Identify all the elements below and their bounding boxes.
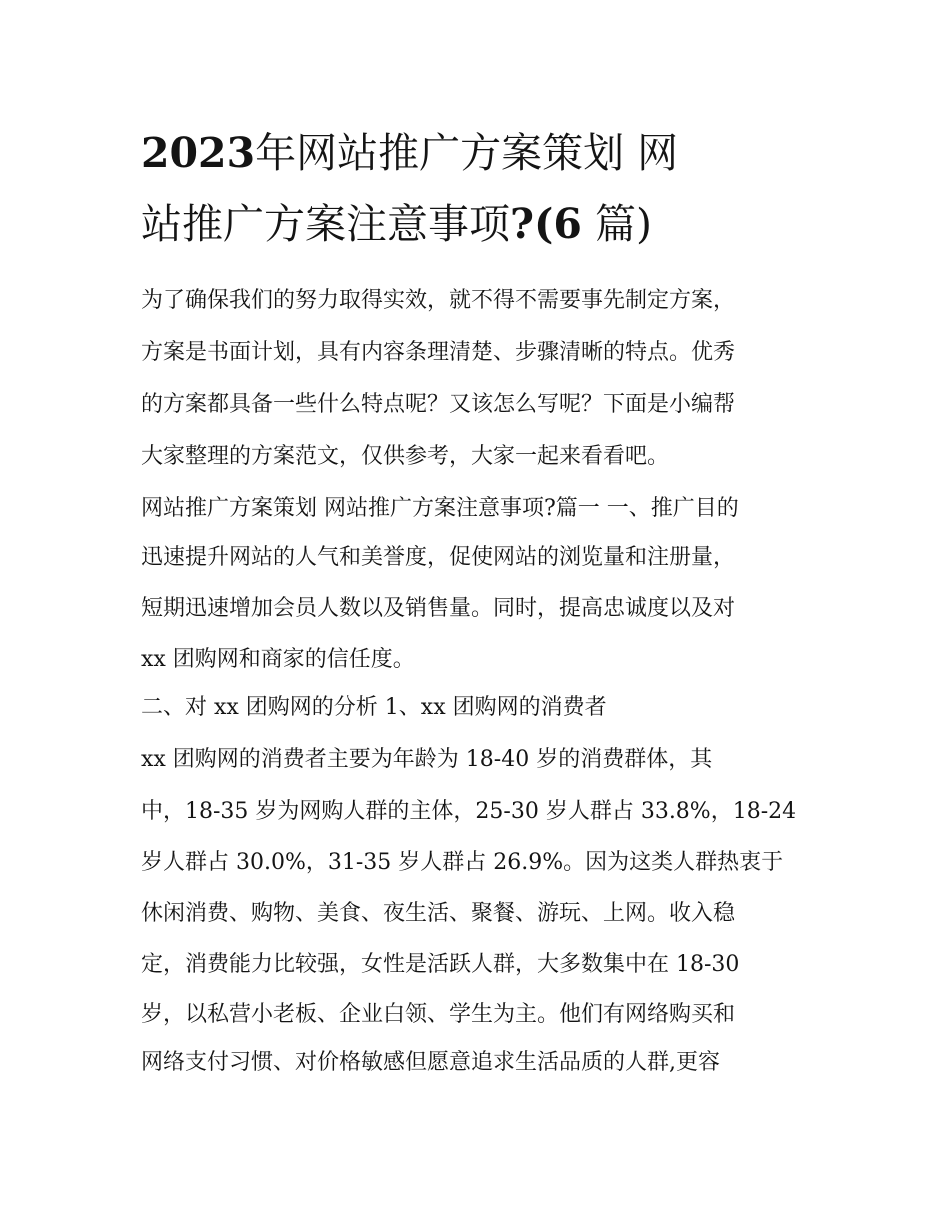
paragraph-line: 方案是书面计划，具有内容条理清楚、步骤清晰的特点。优秀	[141, 340, 736, 365]
paragraph-line: 二、对 xx 团购网的分析 1、xx 团购网的消费者	[141, 695, 607, 720]
title-year: 2023	[141, 129, 256, 177]
title-line2-suffix: 篇)	[595, 200, 652, 248]
title-line2-text: 站推广方案注意事项	[141, 200, 510, 248]
paragraph-line: xx 团购网和商家的信任度。	[141, 647, 415, 672]
paragraph-line: 岁，以私营小老板、企业白领、学生为主。他们有网络购买和	[141, 1002, 736, 1027]
paragraph-line: 迅速提升网站的人气和美誉度，促使网站的浏览量和注册量，	[141, 545, 736, 570]
paragraph-line: 岁人群占 30.0%，31-35 岁人群占 26.9%。因为这类人群热衷于	[141, 850, 784, 875]
paragraph-line: 为了确保我们的努力取得实效，就不得不需要事先制定方案，	[141, 288, 736, 313]
paragraph-line: 休闲消费、购物、美食、夜生活、聚餐、游玩、上网。收入稳	[141, 901, 736, 926]
paragraph-line: 网络支付习惯、对价格敏感但愿意追求生活品质的人群,更容	[141, 1050, 720, 1075]
title-line2-count: ?(6	[510, 200, 582, 248]
title-line1-text: 年网站推广方案策划 网	[255, 129, 679, 177]
document-title	[141, 118, 821, 260]
paragraph-line: 定，消费能力比较强，女性是活跃人群，大多数集中在 18-30	[141, 952, 740, 977]
paragraph-line: 网站推广方案策划 网站推广方案注意事项?篇一 一、推广目的	[141, 496, 739, 521]
paragraph-line: xx 团购网的消费者主要为年龄为 18-40 岁的消费群体，其	[141, 747, 713, 772]
paragraph-line: 的方案都具备一些什么特点呢？又该怎么写呢？下面是小编帮	[141, 392, 736, 417]
paragraph-line: 大家整理的方案范文，仅供参考，大家一起来看看吧。	[141, 444, 670, 469]
paragraph-line: 短期迅速增加会员人数以及销售量。同时，提高忠诚度以及对	[141, 596, 736, 621]
paragraph-line: 中，18-35 岁为网购人群的主体，25-30 岁人群占 33.8%，18-24	[141, 799, 797, 824]
